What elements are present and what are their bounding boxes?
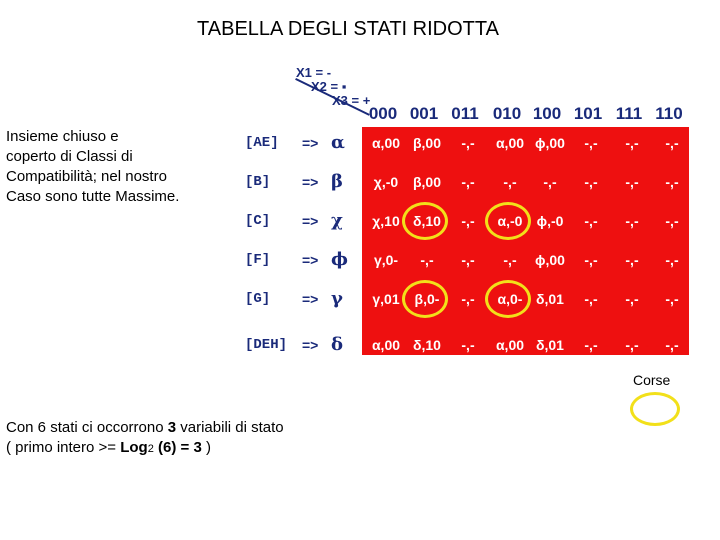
diagonal-label-x2: X2 = ▪ bbox=[311, 79, 347, 94]
table-cell: -,- bbox=[665, 213, 679, 229]
table-cell: -,- bbox=[503, 252, 517, 268]
column-header: 110 bbox=[655, 104, 683, 123]
table-cell: -,- bbox=[625, 135, 639, 151]
table-cell: -,- bbox=[420, 252, 434, 268]
table-cell: α,0- bbox=[497, 291, 523, 307]
row-arrow: => bbox=[302, 135, 319, 151]
table-cell: -,- bbox=[584, 213, 598, 229]
table-cell: ϕ,-0 bbox=[536, 213, 564, 229]
row-label: [F] bbox=[245, 252, 271, 268]
row-greek-symbol: δ bbox=[331, 334, 344, 355]
table-cell: β,00 bbox=[412, 135, 441, 151]
row-label: [AE] bbox=[245, 135, 279, 151]
table-cell: -,- bbox=[461, 174, 475, 190]
column-header: 111 bbox=[615, 104, 643, 123]
table-cell: β,00 bbox=[412, 174, 441, 190]
table-cell: -,- bbox=[461, 337, 475, 353]
table-cell: χ,-0 bbox=[373, 174, 399, 190]
corsa-ring-icon bbox=[402, 280, 448, 318]
description-line: Insieme chiuso e bbox=[6, 128, 119, 145]
diagonal-label-x3: X3 = + bbox=[332, 93, 371, 108]
bottom-note-line1: Con 6 stati ci occorrono 3 variabili di stato bbox=[6, 419, 284, 436]
table-cell: -,- bbox=[461, 252, 475, 268]
table-cell: -,- bbox=[665, 135, 679, 151]
table-cell: -,- bbox=[625, 291, 639, 307]
table-cell: -,- bbox=[625, 337, 639, 353]
bottom-note-line2: ( primo intero >= Log2 (6) = 3 ) bbox=[6, 439, 211, 456]
table-cell: α,00 bbox=[495, 135, 525, 151]
table-cell: δ,10 bbox=[413, 337, 441, 353]
row-arrow: => bbox=[302, 337, 319, 353]
description-line: Compatibilità; nel nostro bbox=[6, 168, 167, 185]
row-greek-symbol: β bbox=[331, 171, 343, 192]
table-cell: γ,0- bbox=[373, 252, 399, 268]
row-label: [B] bbox=[245, 174, 271, 190]
description-line: coperto di Classi di bbox=[6, 148, 133, 165]
table-cell: γ,01 bbox=[372, 291, 400, 307]
table-cell: -,- bbox=[584, 291, 598, 307]
page-title: TABELLA DEGLI STATI RIDOTTA bbox=[197, 18, 499, 40]
description-text bbox=[6, 127, 231, 207]
row-label: [C] bbox=[245, 213, 271, 229]
table-cell: -,- bbox=[665, 337, 679, 353]
table-cell: α,-0 bbox=[497, 213, 523, 229]
table-cell: -,- bbox=[461, 135, 475, 151]
table-cell: δ,01 bbox=[536, 291, 564, 307]
table-cell: -,- bbox=[543, 174, 557, 190]
corsa-ring-icon bbox=[485, 202, 531, 240]
table-cell: -,- bbox=[665, 291, 679, 307]
table-cell: ϕ,00 bbox=[535, 252, 565, 268]
row-greek-symbol: α bbox=[331, 132, 345, 153]
table-cell: α,00 bbox=[371, 135, 401, 151]
row-greek-symbol: χ bbox=[331, 210, 343, 231]
table-cell: -,- bbox=[584, 174, 598, 190]
row-arrow: => bbox=[302, 291, 319, 307]
column-header: 011 bbox=[451, 104, 479, 123]
column-header: 100 bbox=[532, 104, 562, 123]
state-table bbox=[362, 127, 689, 355]
table-cell: -,- bbox=[503, 174, 517, 190]
table-cell: -,- bbox=[665, 174, 679, 190]
table-cell: χ,10 bbox=[372, 213, 400, 229]
table-cell: -,- bbox=[584, 135, 598, 151]
table-cell: -,- bbox=[584, 337, 598, 353]
table-cell: -,- bbox=[625, 213, 639, 229]
column-header: 001 bbox=[409, 104, 439, 123]
corsa-ring-icon bbox=[402, 202, 448, 240]
column-header: 000 bbox=[368, 104, 398, 123]
row-label: [G] bbox=[245, 291, 271, 307]
bottom-note bbox=[6, 418, 284, 459]
row-greek-symbol: γ bbox=[331, 288, 343, 309]
table-cell: α,00 bbox=[495, 337, 525, 353]
row-arrow: => bbox=[302, 213, 319, 229]
table-cell: -,- bbox=[625, 252, 639, 268]
legend-label: Corse bbox=[633, 372, 671, 388]
row-arrow: => bbox=[302, 174, 319, 190]
column-header: 101 bbox=[573, 104, 603, 123]
table-cell: β,0- bbox=[414, 291, 440, 307]
table-cell: -,- bbox=[625, 174, 639, 190]
column-header: 010 bbox=[492, 104, 522, 123]
table-cell: δ,10 bbox=[413, 213, 441, 229]
row-greek-symbol: ϕ bbox=[331, 249, 348, 270]
description-line: Caso sono tutte Massime. bbox=[6, 188, 180, 205]
row-arrow: => bbox=[302, 252, 319, 268]
corsa-ring-icon bbox=[485, 280, 531, 318]
table-cell: -,- bbox=[461, 213, 475, 229]
table-cell: -,- bbox=[584, 252, 598, 268]
table-cell: α,00 bbox=[371, 337, 401, 353]
table-cell: δ,01 bbox=[536, 337, 564, 353]
legend-ring-icon bbox=[630, 392, 680, 426]
table-cell: -,- bbox=[665, 252, 679, 268]
table-cell: -,- bbox=[461, 291, 475, 307]
row-label: [DEH] bbox=[245, 337, 288, 353]
table-cell: ϕ,00 bbox=[535, 135, 565, 151]
diagonal-label-x1: X1 = - bbox=[296, 65, 332, 80]
